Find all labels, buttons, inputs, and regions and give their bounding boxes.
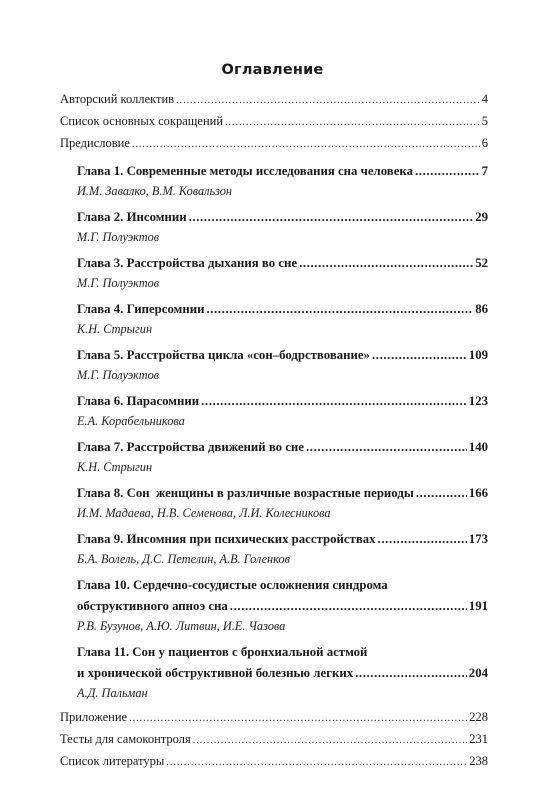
chapter-entry-2[interactable]: [60, 207, 488, 247]
toc-entry-text: Авторский коллектив: [60, 92, 175, 106]
toc-entry[interactable]: [60, 133, 488, 155]
leader-dots: [206, 299, 473, 320]
leader-dots: [129, 709, 467, 729]
leader-dots: [230, 596, 467, 617]
toc-entry-page: 231: [469, 732, 488, 746]
toc-entries: [60, 89, 488, 773]
leader-dots: [299, 253, 473, 274]
toc-entry-page: 5: [481, 114, 488, 128]
chapter-page: 173: [468, 532, 488, 546]
chapter-entry-6[interactable]: [60, 391, 488, 431]
toc-entry[interactable]: [60, 111, 488, 133]
chapter-entry-5[interactable]: [60, 345, 488, 385]
chapter-page: 204: [468, 666, 488, 680]
chapter-title: обструктивного апноэ сна: [77, 599, 228, 613]
toc-entry-text: Приложение: [60, 710, 128, 724]
chapter-authors: М.Г. Полуэктов: [77, 230, 160, 244]
chapter-page: 7: [481, 164, 488, 178]
chapter-page: 140: [468, 440, 488, 454]
toc-entry-text: Предисловие: [60, 136, 130, 150]
chapter-authors: Б.А. Волель, Д.С. Петелин, А.В. Голенков: [77, 552, 290, 566]
chapter-entry-8[interactable]: [60, 483, 488, 523]
chapter-page: 86: [475, 302, 488, 316]
toc-entry-page: 228: [469, 710, 488, 724]
chapter-authors: М.Г. Полуэктов: [77, 276, 160, 290]
chapter-entry-7[interactable]: [60, 437, 488, 477]
leader-dots: [166, 753, 467, 773]
toc-entry[interactable]: [60, 89, 488, 111]
toc-entry[interactable]: [60, 707, 488, 729]
leader-dots: [372, 345, 467, 366]
chapter-title: Глава 8. Сон женщины в различные возрастные периоды: [77, 486, 414, 500]
toc-entry-text: Список основных сокращений: [60, 114, 224, 128]
leader-dots: [201, 391, 467, 412]
chapter-page: 166: [468, 486, 488, 500]
chapter-page: 109: [468, 348, 488, 362]
chapter-page: 191: [468, 599, 488, 613]
chapter-entry-1[interactable]: [60, 161, 488, 201]
leader-dots: [176, 91, 480, 111]
chapter-title: Глава 1. Современные методы исследования сна человека: [77, 164, 413, 178]
toc-entry-page: 4: [481, 92, 488, 106]
chapter-entry-9[interactable]: [60, 529, 488, 569]
chapter-title: Глава 5. Расстройства цикла «сон–бодрствование»: [77, 348, 370, 362]
chapter-page: 52: [475, 256, 488, 270]
chapter-title-line-1: Глава 10. Сердечно-сосудистые осложнения синдрома: [77, 578, 388, 592]
chapter-authors: И.М. Завалко, В.М. Ковальзон: [77, 184, 232, 198]
chapter-title: и хронической обструктивной болезнью легких: [77, 666, 354, 680]
chapter-authors: Е.А. Корабельникова: [77, 414, 185, 428]
leader-dots: [193, 731, 468, 751]
chapter-authors: М.Г. Полуэктов: [77, 368, 160, 382]
chapter-entry-3[interactable]: [60, 253, 488, 293]
chapter-title-line-1: Глава 11. Сон у пациентов с бронхиальной астмой: [77, 645, 368, 659]
leader-dots: [355, 663, 467, 684]
leader-dots: [225, 113, 480, 133]
chapter-title: Глава 4. Гиперсомнии: [77, 302, 205, 316]
toc-entry-page: 238: [469, 754, 488, 768]
chapter-authors: А.Д. Пальман: [77, 686, 148, 700]
chapter-page: 123: [468, 394, 488, 408]
toc-entry-text: Тесты для самоконтроля: [60, 732, 191, 746]
chapter-title: Глава 6. Парасомнии: [77, 394, 200, 408]
chapter-title: Глава 9. Инсомния при психических расстройствах: [77, 532, 376, 546]
chapter-authors: К.Н. Стрыгин: [77, 322, 153, 336]
leader-dots: [189, 207, 474, 228]
leader-dots: [416, 483, 467, 504]
chapter-authors: Р.В. Бузунов, А.Ю. Литвин, И.Е. Чазова: [77, 619, 286, 633]
leader-dots: [306, 437, 467, 458]
chapter-entry-11[interactable]: [60, 642, 488, 703]
chapter-page: 29: [475, 210, 488, 224]
chapter-entry-10[interactable]: [60, 575, 488, 636]
chapter-authors: И.М. Мадаева, Н.В. Семенова, Л.И. Колесникова: [77, 506, 331, 520]
chapter-title: Глава 2. Инсомнии: [77, 210, 187, 224]
chapter-entry-4[interactable]: [60, 299, 488, 339]
toc-entry-page: 6: [481, 136, 488, 150]
toc-title: Оглавление: [221, 62, 324, 78]
leader-dots: [415, 161, 480, 182]
chapter-title: Глава 7. Расстройства движений во сне: [77, 440, 304, 454]
toc-entry-text: Список литературы: [60, 754, 165, 768]
leader-dots: [132, 135, 480, 155]
toc-entry[interactable]: [60, 751, 488, 773]
chapter-authors: К.Н. Стрыгин: [77, 460, 153, 474]
toc-entry[interactable]: [60, 729, 488, 751]
chapter-title: Глава 3. Расстройства дыхания во сне: [77, 256, 298, 270]
leader-dots: [378, 529, 467, 550]
